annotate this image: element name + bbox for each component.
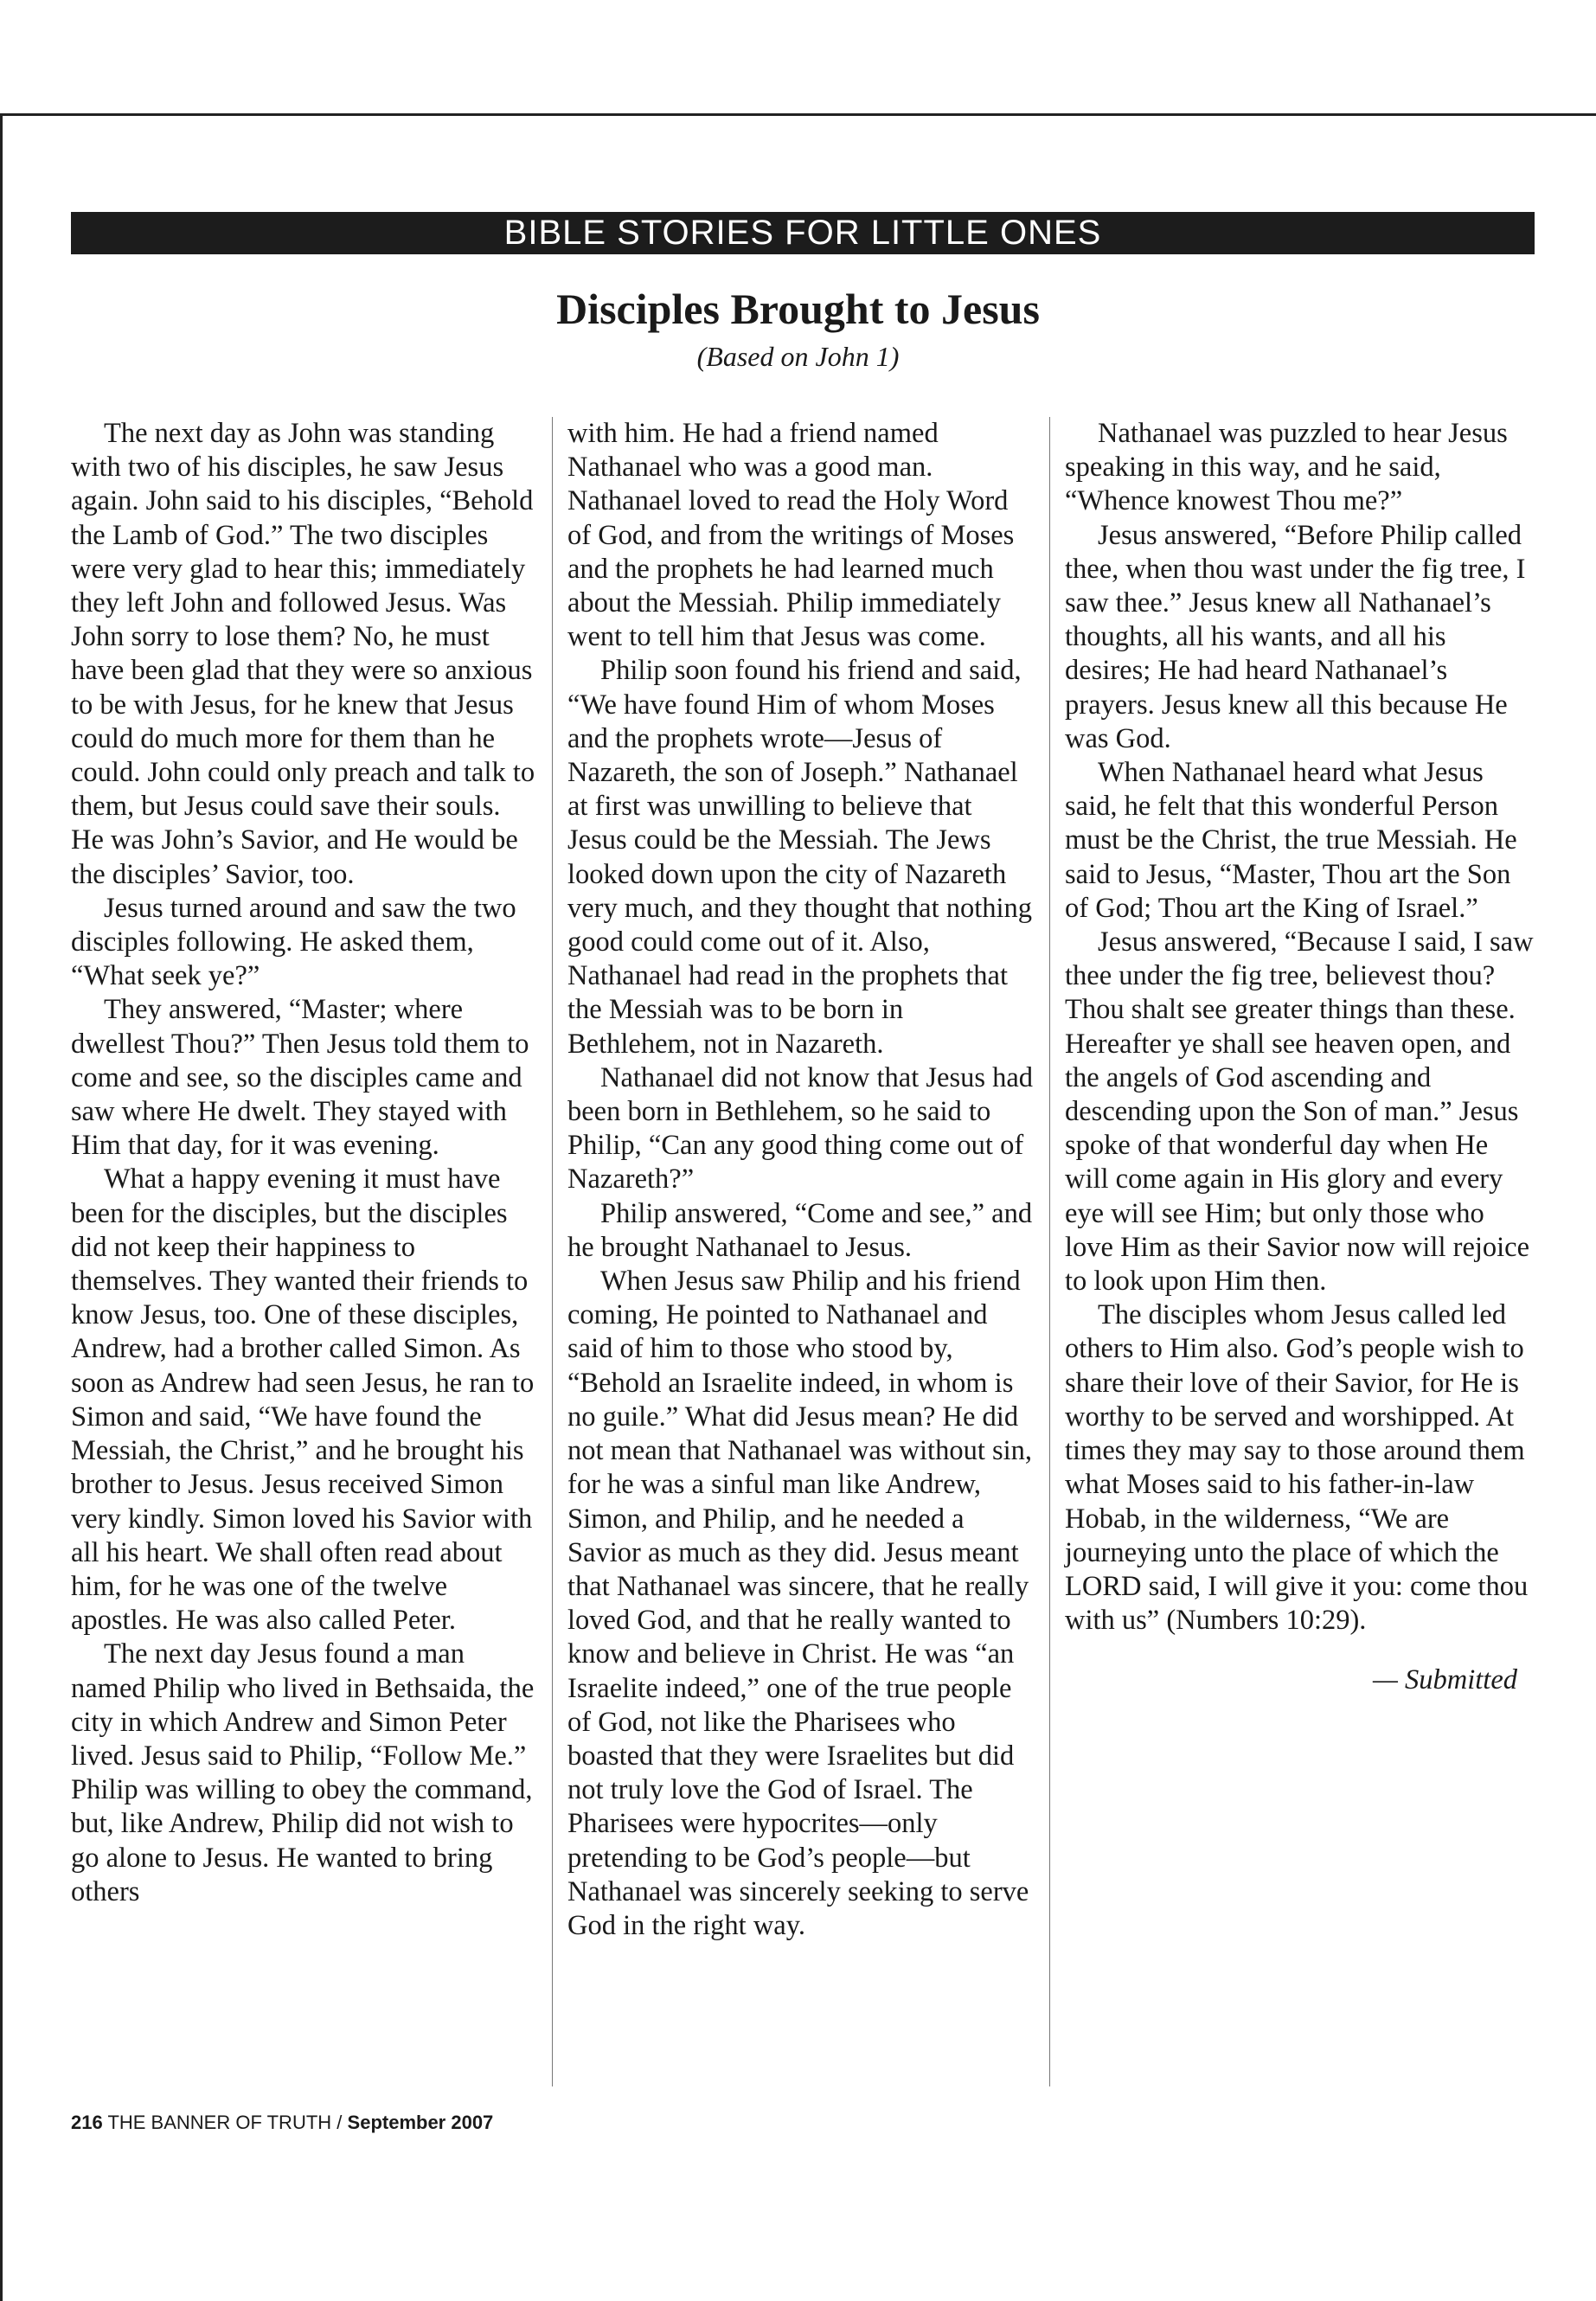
- paragraph: Jesus turned around and saw the two disciples following. He asked them, “What seek ye?”: [71, 892, 516, 992]
- paragraph: When Jesus saw Philip and his friend coming, He pointed to Nathanael and said of him to those who stood by, “Behold an Israelite indeed, in whom is no guile.” What did Jesus mean? He did not mean that Nathanael was without sin, for he was a sinful man like Andrew, Simon, and Philip, and he needed a Savior as much as they did. Jesus meant that Nathanael was sincere, that he really loved God, and that he really wanted to know and believe in Christ. He was “an Israelite indeed,” one of the true people of God, not like the Pharisees who boasted that they were Israelites but did not truly love the God of Israel. The Pharisees were hypocrites—only pretending to be God’s people—but Nathanael was sincerely seeking to serve God in the right way.: [567, 1266, 1033, 1941]
- top-rule: [0, 113, 1596, 116]
- paragraph: The next day Jesus found a man named Philip who lived in Bethsaida, the city in which Andrew and Simon Peter lived. Jesus said to Philip, “Follow Me.” Philip was willing to obey the command, but, like Andrew, Philip did not wish to go alone to Jesus. He wanted to bring others: [71, 1638, 535, 1907]
- publication-name: THE BANNER OF TRUTH: [107, 2112, 332, 2133]
- column-divider: [1049, 417, 1050, 2086]
- paragraph: Philip answered, “Come and see,” and he brought Nathanael to Jesus.: [567, 1197, 1033, 1263]
- paragraph: Jesus answered, “Before Philip called thee, when thou wast under the fig tree, I saw thee.” Jesus knew all Nathanael’s thoughts, all his wants, and all his desires; He had heard Nathanael’s prayers. Jesus knew all this because He was God.: [1065, 519, 1526, 754]
- paragraph: The disciples whom Jesus called led others to Him also. God’s people wish to share their love of their Savior, for He is worthy to be served and worshipped. At times they may say to those around them what Moses said to his father-in-law Hobab, in the wilderness, “We are journeying unto the place of which the LORD said, I will give it you: come thou with us” (Numbers 10:29).: [1065, 1299, 1529, 1637]
- paragraph: Nathanael was puzzled to hear Jesus speaking in this way, and he said, “Whence knowest Thou me?”: [1065, 418, 1508, 517]
- column-divider: [552, 417, 553, 2086]
- article-column-1: [71, 417, 538, 1909]
- paragraph: When Nathanael heard what Jesus said, he felt that this wonderful Person must be the Christ, the true Messiah. He said to Jesus, “Master, Thou art the Son of God; Thou art the King of Israel.”: [1065, 757, 1517, 924]
- paragraph: Nathanael did not know that Jesus had been born in Bethlehem, so he said to Philip, “Can any good thing come out of Nazareth?”: [567, 1061, 1034, 1195]
- page-title: Disciples Brought to Jesus: [556, 285, 1040, 333]
- article-column-2: [567, 417, 1035, 1943]
- paragraph: with him. He had a friend named Nathanael who was a good man. Nathanael loved to read the Holy Word of God, and from the writings of Moses and the prophets he had learned much about the Messiah. Philip immediately went to tell him that Jesus was come.: [567, 418, 1015, 653]
- subtitle: (Based on John 1): [696, 341, 900, 372]
- paragraph: Jesus answered, “Because I said, I saw thee under the fig tree, believest thou? Thou shalt see greater things than these. Hereafter ye shall see heaven open, and the angels of God ascending and descending upon the Son of man.” Jesus spoke of that wonderful day when He will come again in His glory and every eye will see Him; but only those who love Him as their Savior now will rejoice to look upon Him then.: [1065, 926, 1534, 1298]
- paragraph: The next day as John was standing with two of his disciples, he saw Jesus again. John said to his disciples, “Behold the Lamb of God.” The two disciples were very glad to hear this; immediately they left John and followed Jesus. Was John sorry to lose them? No, he must have been glad that they were so anxious to be with Jesus, for he knew that Jesus could do much more for them than he could. John could only preach and talk to them, but Jesus could save their souls. He was John’s Savior, and He would be the disciples’ Savior, too.: [71, 418, 535, 890]
- footer-separator: /: [337, 2112, 343, 2133]
- left-border: [0, 113, 3, 2301]
- paragraph: They answered, “Master; where dwellest Thou?” Then Jesus told them to come and see, so the disciples came and saw where He dwelt. They stayed with Him that day, for it was evening.: [71, 994, 529, 1162]
- section-banner: BIBLE STORIES FOR LITTLE ONES: [71, 212, 1535, 254]
- paragraph: What a happy evening it must have been for the disciples, but the disciples did not keep their happiness to themselves. They wanted their friends to know Jesus, too. One of these disciples, Andrew, had a brother called Simon. As soon as Andrew had seen Jesus, he ran to Simon and said, “We have found the Messiah, the Christ,” and he brought his brother to Jesus. Jesus received Simon very kindly. Simon loved his Savior with all his heart. We shall often read about him, for he was one of the twelve apostles. He was also called Peter.: [71, 1163, 535, 1637]
- issue-date: September 2007: [347, 2112, 494, 2133]
- paragraph: Philip soon found his friend and said, “We have found Him of whom Moses and the prophets wrote—Jesus of Nazareth, the son of Joseph.” Nathanael at first was unwilling to believe that Jesus could be the Messiah. The Jews looked down upon the city of Nazareth very much, and they thought that nothing good could come out of it. Also, Nathanael had read in the prophets that the Messiah was to be born in Bethlehem, not in Nazareth.: [567, 655, 1033, 1060]
- signoff: — Submitted: [1372, 1664, 1517, 1696]
- article-column-3: [1065, 417, 1536, 1698]
- page-footer: [71, 2112, 493, 2134]
- page-number: 216: [71, 2112, 103, 2133]
